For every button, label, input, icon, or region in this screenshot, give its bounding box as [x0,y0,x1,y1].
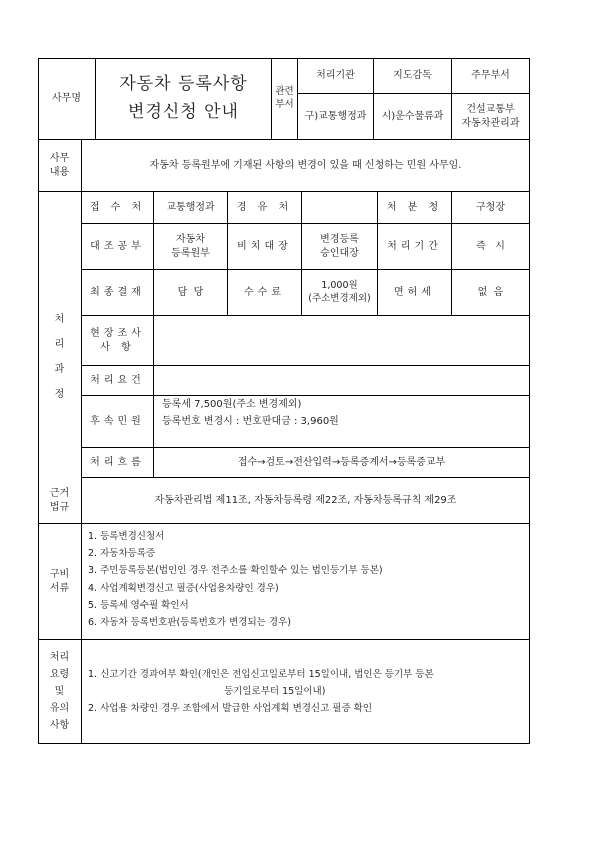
content-text: 자동차 등록원부에 기재된 사항의 변경이 있을 때 신청하는 민원 사무임. [82,140,530,192]
license-tax-label: 면허세 [378,270,452,316]
required-documents-list [82,524,530,640]
kept-ledger-label: 비치대장 [228,224,302,270]
flow-value: 접수→검토→전산입력→등록증계서→등록증교부 [154,448,530,478]
requirements-value [154,366,530,396]
lead-dept-value: 건설교통부 자동차관리과 [452,94,530,140]
note-line-1: 1. 신고기간 경과여부 확인(개인은 전입신고일로부터 15일이내, 법인은 등기부 등본 [88,669,434,680]
followup-line-1: 등록세 7,500원(주소 변경제외) [162,399,302,410]
site-survey-label: 현장조사 사 항 [82,316,154,366]
list-item: 1. 등록변경신청서 [88,531,165,542]
fee-value: 1,000원 (주소변경제외) [302,270,378,316]
followup-line-2: 등록번호 변경시 : 번호판대금 : 3,960원 [162,416,339,427]
flow-label: 처리흐름 [82,448,154,478]
transit-office-value [302,192,378,224]
kept-ledger-value: 변경등록 승인대장 [302,224,378,270]
transit-office-label: 경 유 처 [228,192,302,224]
final-approval-label: 최종결재 [82,270,154,316]
receipt-office-value: 교통행정과 [154,192,228,224]
requirements-label: 처리요건 [82,366,154,396]
reference-register-value: 자동차 등록원부 [154,224,228,270]
list-item: 5. 등록세 영수필 확인서 [88,599,189,611]
final-approval-value: 담 당 [154,270,228,316]
notes-label: 처리 요령 및 유의 사항 [38,640,82,744]
note-line-1-continued: 등기일로부터 15일이내) [224,686,326,697]
process-label: 처 리 과 정 [38,192,82,524]
receipt-office-label: 접 수 처 [82,192,154,224]
disposing-office-label: 처 분 청 [378,192,452,224]
processing-period-value: 즉 시 [452,224,530,270]
processing-agency-value: 구)교통행정과 [298,94,374,140]
fee-label: 수수료 [228,270,302,316]
site-survey-value [154,316,530,366]
lead-dept-header: 주무부서 [452,58,530,94]
title-line-1: 자동차 등록사항 [119,74,248,95]
supervision-value: 시)운수물류과 [374,94,452,140]
required-documents-label: 구비 서류 [38,524,82,640]
title-line-2: 변경신청 안내 [128,101,239,122]
reference-register-label: 대조공부 [82,224,154,270]
processing-agency-header: 처리기관 [298,58,374,94]
registration-change-form [38,58,530,744]
list-item: 4. 사업계획변경신고 필증(사업용차량인 경우) [88,582,279,594]
legal-basis-text: 자동차관리법 제11조, 자동차등록령 제22조, 자동차등록규칙 제29조 [82,478,530,524]
list-item: 2. 자동차등록증 [88,548,156,560]
notes-text [82,640,530,744]
followup-label: 후속민원 [82,396,154,448]
office-name-label: 사무명 [38,58,96,140]
list-item: 3. 주민등록등본(법인인 경우 전주소를 확인할수 있는 법인등기부 등본) [88,565,383,577]
page-title [96,58,272,140]
list-item: 6. 자동차 등록번호판(등록번호가 변경되는 경우) [88,617,291,629]
disposing-office-value: 구청장 [452,192,530,224]
note-line-2: 2. 사업용 차량인 경우 조합에서 발급한 사업계획 변경신고 필증 확인 [88,703,373,714]
supervision-header: 지도감독 [374,58,452,94]
related-dept-label: 관련 부서 [272,58,298,140]
legal-basis-label: 근거 법규 [38,478,82,524]
processing-period-label: 처리기간 [378,224,452,270]
followup-value [154,396,530,448]
license-tax-value: 없 음 [452,270,530,316]
content-label: 사무 내용 [38,140,82,192]
